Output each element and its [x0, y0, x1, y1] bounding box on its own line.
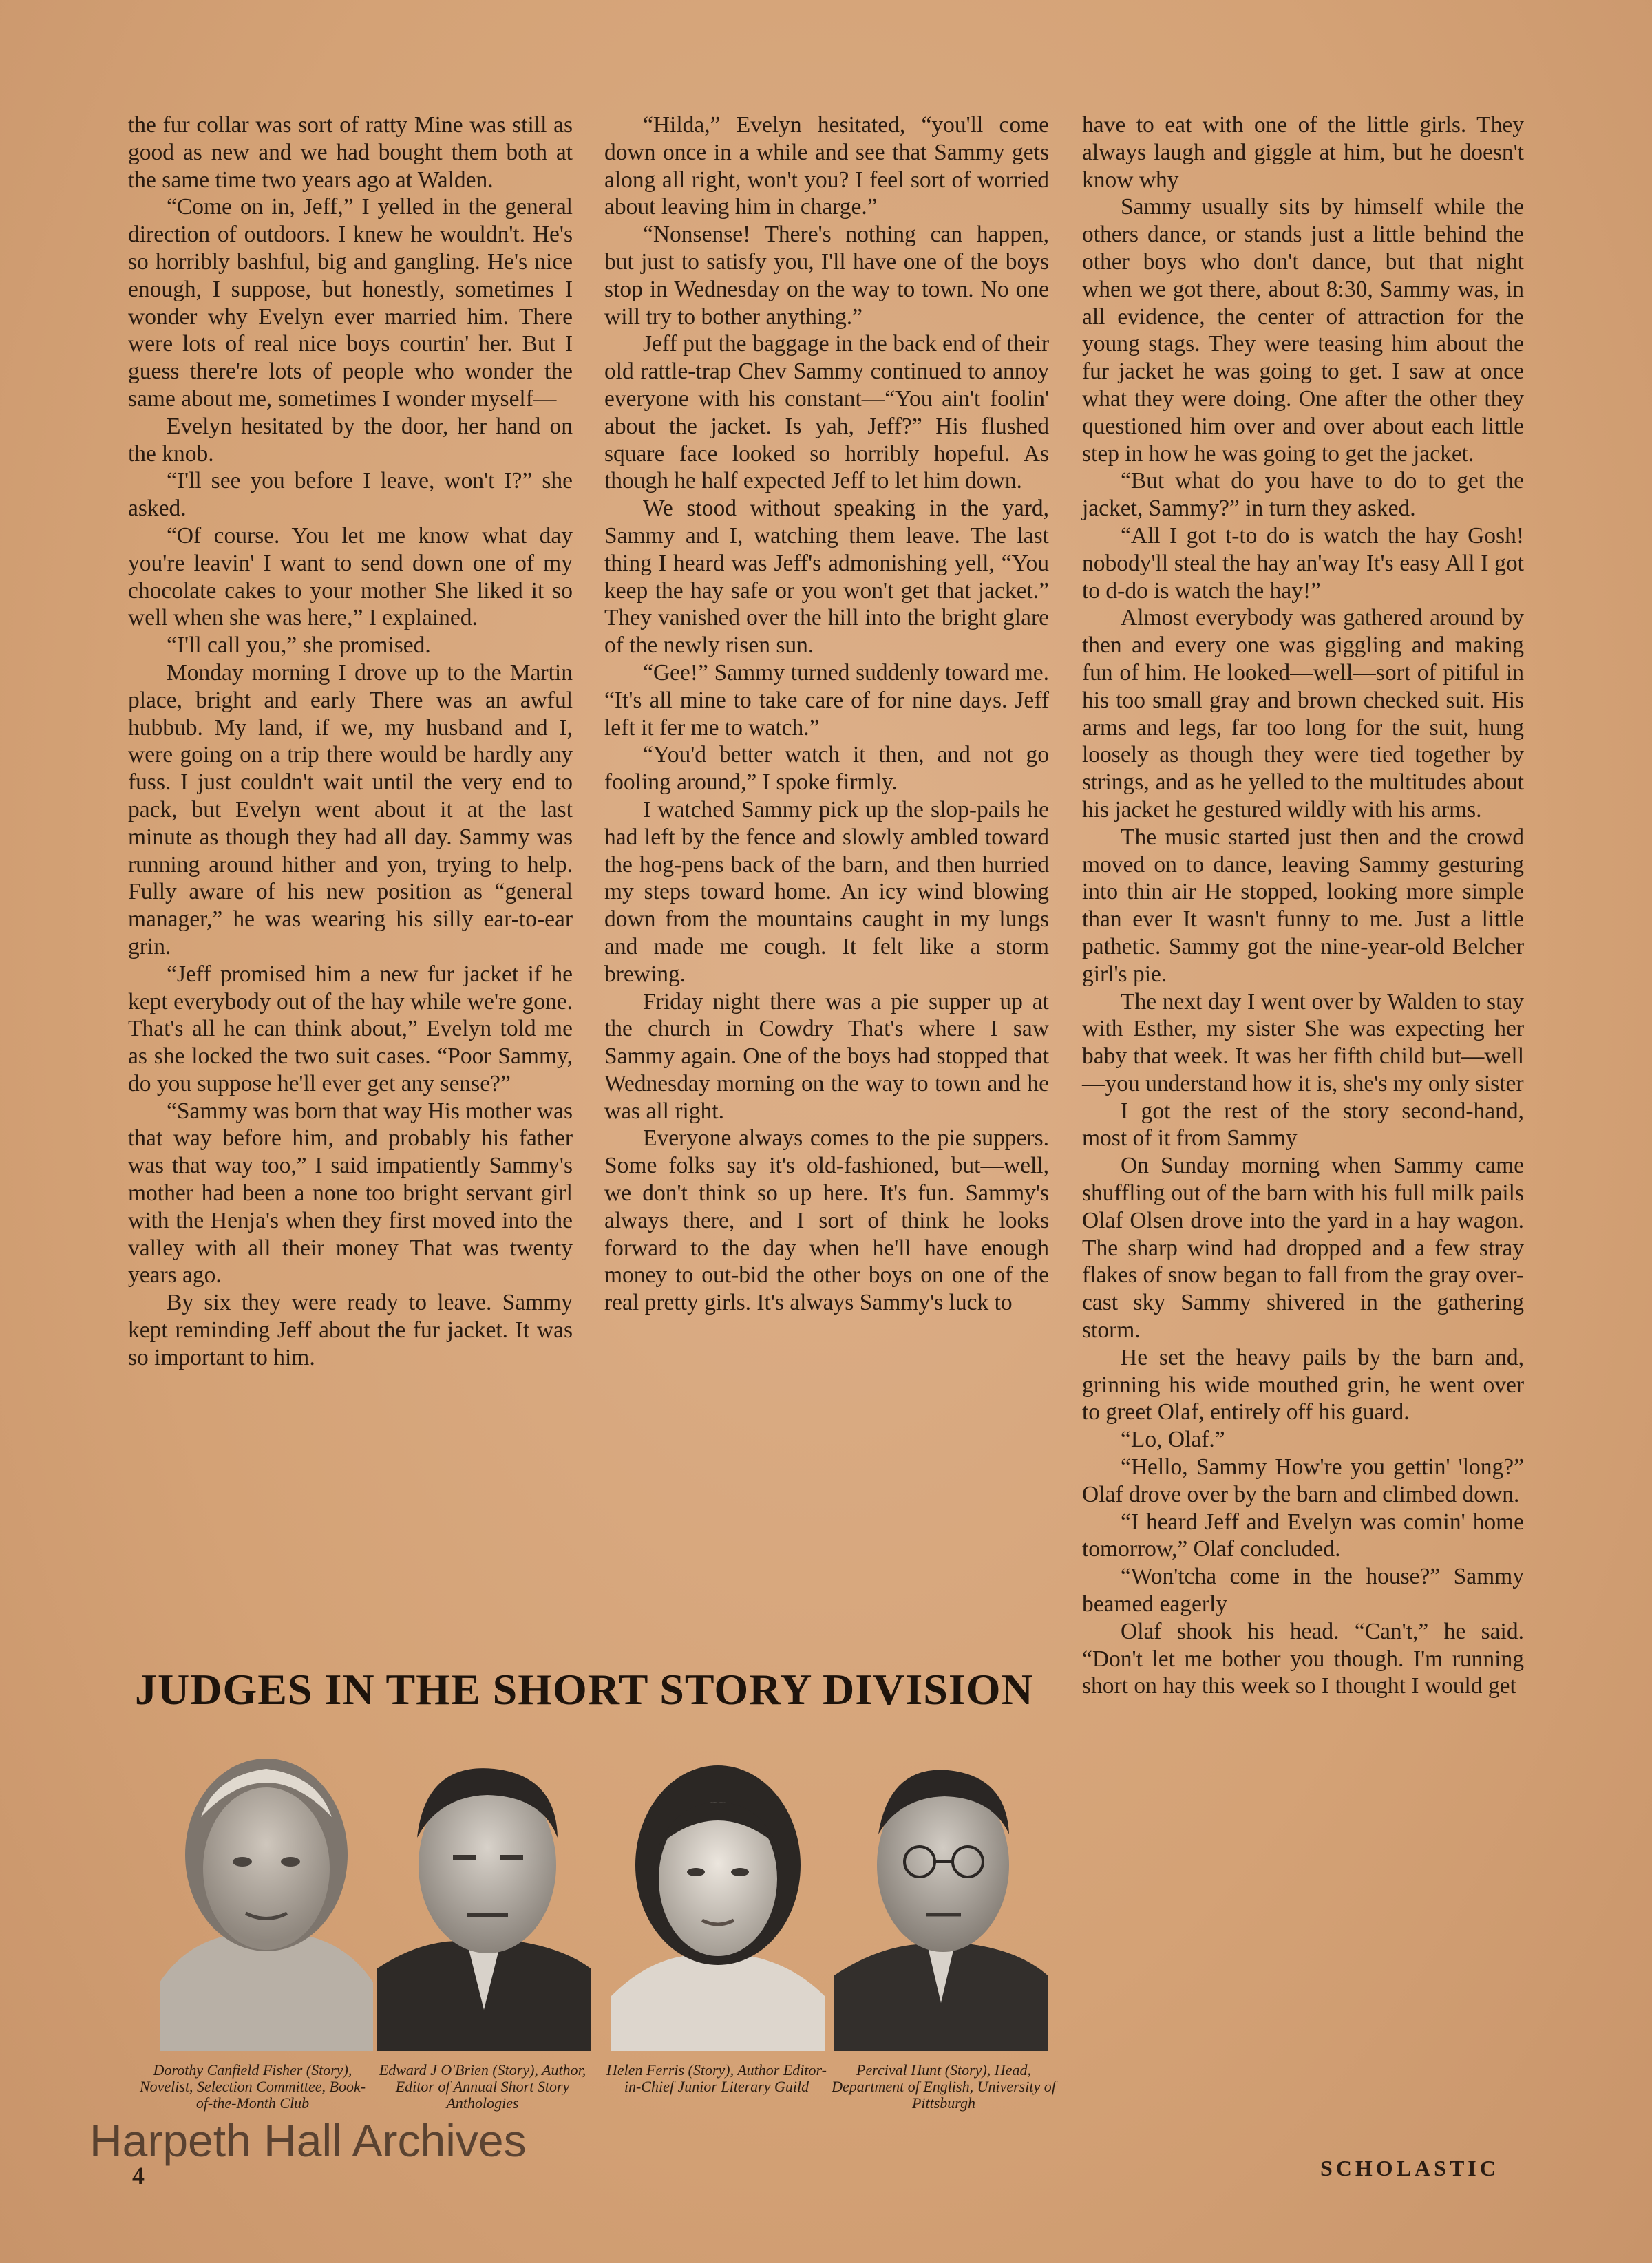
story-paragraph: “But what do you have to do to get the jacket, Sammy?” in turn they asked. — [1082, 468, 1524, 522]
story-paragraph: Monday morning I drove up to the Martin place, bright and early There was an awful hubbub. My land, if we, my husband and I, were going on a trip there would be hardly any fuss. I just couldn't wait until the very end to pack, but Evelyn went about it at the last minute as though they had all day. Sammy was running around hither and yon, trying to help. Fully aware of his new position as “general manager,” he was wearing his silly ear-to-ear grin. — [128, 659, 573, 959]
story-paragraph: “Gee!” Sammy turned suddenly toward me. “It's all mine to take care of for nine days. Jeff left it fer me to watch.” — [604, 659, 1049, 741]
text-column-3 — [1082, 111, 1524, 1700]
judge-caption-fisher: Dorothy Canfield Fisher (Story), Novelist, Selection Committee, Book-of-the-Month Club — [139, 2061, 366, 2112]
text-column-1 — [128, 111, 573, 1372]
story-paragraph: “You'd better watch it then, and not go fooling around,” I spoke firmly. — [604, 742, 1049, 796]
text-column-2 — [604, 111, 1049, 1317]
judge-caption-ferris: Helen Ferris (Story), Author Editor-in-Chief Junior Literary Guild — [606, 2061, 827, 2095]
story-paragraph: I watched Sammy pick up the slop-pails he had left by the fence and slowly ambled toward the hog-pens back of the barn, and then hurried my steps toward home. An icy wind blowing down from the mountains caught in my lungs and made me cough. It felt like a storm brewing. — [604, 796, 1049, 987]
story-paragraph: the fur collar was sort of ratty Mine was still as good as new and we had bought them both at the same time two years ago at Walden. — [128, 112, 573, 193]
story-paragraph: “I'll call you,” she promised. — [167, 633, 431, 659]
story-paragraph: “Lo, Olaf.” — [1121, 1427, 1225, 1453]
story-paragraph: He set the heavy pails by the barn and, grinning his wide mouthed grin, he went over to greet Olaf, entirely off his guard. — [1082, 1344, 1524, 1425]
story-paragraph: “I'll see you before I leave, won't I?” she asked. — [128, 468, 573, 522]
story-paragraph: By six they were ready to leave. Sammy kept reminding Jeff about the fur jacket. It was so important to him. — [128, 1290, 573, 1370]
story-paragraph: “Hilda,” Evelyn hesitated, “you'll come down once in a while and see that Sammy gets along all right, won't you? I feel sort of worried about leaving him in charge.” — [604, 112, 1049, 220]
story-paragraph: “Nonsense! There's nothing can happen, but just to satisfy you, I'll have one of the boys stop in Wednesday on the way to town. No one will try to bother anything.” — [604, 222, 1049, 330]
story-paragraph: Olaf shook his head. “Can't,” he said. “Don't let me bother you though. I'm running short on hay this week so I thought I would get — [1082, 1618, 1524, 1699]
story-paragraph: “Come on in, Jeff,” I yelled in the general direction of outdoors. I knew he wouldn't. He's so horribly bashful, big and gangling. He's nice enough, I suppose, but honestly, sometimes I wonder why Evelyn ever married him. There were lots of real nice boys courtin' her. But I guess there're lots of people who wonder the same about me, sometimes I wonder myself— — [128, 194, 573, 412]
story-paragraph: On Sunday morning when Sammy came shuffling out of the barn with his full milk pails Olaf Olsen drove into the yard in a hay wagon. The sharp wind had dropped and a few stray flakes of snow began to fall from the gray over-cast sky Sammy shivered in the gathering storm. — [1082, 1153, 1524, 1343]
judge-caption-obrien: Edward J O'Brien (Story), Author, Editor of Annual Short Story Anthologies — [379, 2061, 586, 2112]
story-paragraph: Almost everybody was gathered around by then and every one was giggling and making fun of him. He looked—well—sort of pitiful in his too small gray and brown checked suit. His arms and legs, far too long for the suit, hung loosely as though they were tied together by strings, and as he yelled to the multitudes about his jacket he gestured wildly with his arms. — [1082, 605, 1524, 822]
story-paragraph: “Jeff promised him a new fur jacket if he kept everybody out of the hay while we're gone. That's all he can think about,” Evelyn told me as she locked the two suit cases. “Poor Sammy, do you suppose he'll ever get any sense?” — [128, 961, 573, 1096]
story-paragraph: Jeff put the baggage in the back end of their old rattle-trap Chev Sammy continued to annoy everyone with his constant—“You ain't foolin' about the jacket. Is yah, Jeff?” His flushed square face looked so horribly hopeful. As though he half expected Jeff to let him down. — [604, 331, 1049, 494]
story-paragraph: “Sammy was born that way His mother was that way before him, and probably his father was that way too,” I said impatiently Sammy's mother had been a none too bright servant girl with the Henja's when they first moved into the valley with all their money That was twenty years ago. — [128, 1098, 573, 1288]
story-paragraph: Sammy usually sits by himself while the others dance, or stands just a little behind the other boys who don't dance, but that night when we got there, about 8:30, Sammy was, in all evidence, the center of attraction for the young stags. They were teasing him about the fur jacket he was going to get. I saw at once what they were doing. One after the other they questioned him over and over about each little step in how he was going to get the jacket. — [1082, 194, 1524, 467]
story-paragraph: “Of course. You let me know what day you're leavin' I want to send down one of my chocolate cakes to your mother She liked it so well when she was here,” I explained. — [128, 522, 573, 631]
story-paragraph: have to eat with one of the little girls. They always laugh and giggle at him, but he doesn't know why — [1082, 112, 1524, 193]
story-paragraph: The next day I went over by Walden to stay with Esther, my sister She was expecting her baby that week. It was her fifth child but—well—you understand how it is, she's my only sister — [1082, 988, 1524, 1096]
section-headline: JUDGES IN THE SHORT STORY DIVISION — [135, 1665, 1034, 1714]
story-paragraph: I got the rest of the story second-hand, most of it from Sammy — [1082, 1098, 1524, 1151]
story-paragraph: The music started just then and the crowd moved on to dance, leaving Sammy gesturing into thin air He stopped, looking more simple than ever It wasn't funny to me. Just a little pathetic. Sammy got the nine-year-old Belcher girl's pie. — [1082, 824, 1524, 987]
story-paragraph: “I heard Jeff and Evelyn was comin' home tomorrow,” Olaf concluded. — [1082, 1509, 1524, 1562]
judge-caption-hunt: Percival Hunt (Story), Head, Department of English, University of Pittsburgh — [832, 2061, 1056, 2112]
story-paragraph: Evelyn hesitated by the door, her hand on the knob. — [128, 413, 573, 467]
page-number: 4 — [132, 2162, 145, 2189]
judge-photo-obrien — [377, 1734, 591, 2051]
archive-watermark: Harpeth Hall Archives — [89, 2115, 527, 2166]
judge-photo-fisher — [160, 1734, 373, 2051]
story-paragraph: “Won'tcha come in the house?” Sammy beamed eagerly — [1082, 1564, 1524, 1617]
story-paragraph: “Hello, Sammy How're you gettin' 'long?” Olaf drove over by the barn and climbed down. — [1082, 1454, 1524, 1507]
story-paragraph: Friday night there was a pie supper up at the church in Cowdry That's where I saw Sammy again. One of the boys had stopped that Wednesday morning on the way to town and he was all right. — [604, 988, 1049, 1124]
judge-photo-ferris — [611, 1734, 825, 2051]
judge-photo-hunt — [834, 1734, 1048, 2051]
story-paragraph: “All I got t-to do is watch the hay Gosh! nobody'll steal the hay an'way It's easy All I got to d-do is watch the hay!” — [1082, 522, 1524, 604]
footer-title: SCHOLASTIC — [1320, 2156, 1499, 2180]
story-paragraph: We stood without speaking in the yard, Sammy and I, watching them leave. The last thing I heard was Jeff's admonishing yell, “You keep the hay safe or you won't get that jacket.” They vanished over the hill into the bright glare of the newly risen sun. — [604, 496, 1049, 659]
story-paragraph: Everyone always comes to the pie suppers. Some folks say it's old-fashioned, but—well, we don't think so up here. It's fun. Sammy's always there, and I sort of think he looks forward to the day when he'll have enough money to out-bid the other boys on one of the real pretty girls. It's always Sammy's luck to — [604, 1125, 1049, 1316]
